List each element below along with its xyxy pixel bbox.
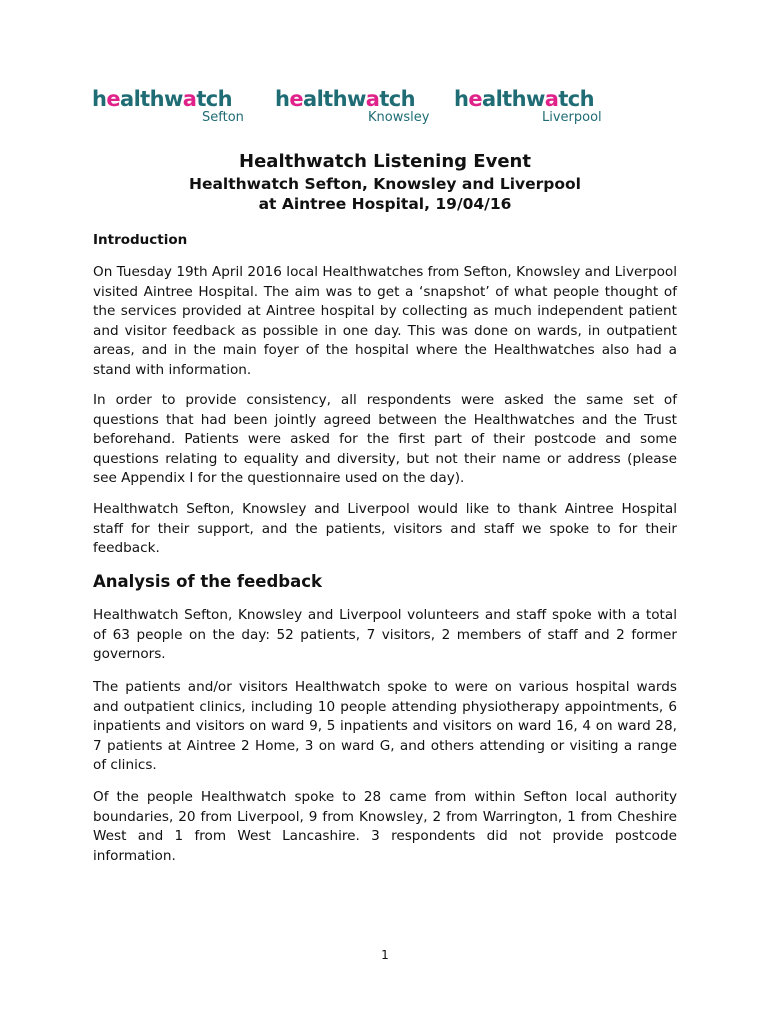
document-subtitle-line-2: at Aintree Hospital, 19/04/16 [258,195,512,213]
analysis-paragraph-3: Of the people Healthwatch spoke to 28 came from within Sefton local authority boundaries, 20 from Liverpool, 9 from Knowsley, 2 from Warrington, 1 from Cheshire West and 1 from West Lancashire. 3 respondents did not provide postcode information. [93,789,677,864]
analysis-paragraph-1: Healthwatch Sefton, Knowsley and Liverpool volunteers and staff spoke with a total of 63 people on the day: 52 patients, 7 visitors, 2 members of staff and 2 former governors. [93,607,677,663]
logo-wordmark: healthwatch [92,87,232,111]
analysis-paragraph-2: The patients and/or visitors Healthwatch spoke to were on various hospital wards and outpatient clinics, including 10 people attending physiotherapy appointments, 6 inpatients and visitors on ward 9, 5 inpatients and visitors on ward 16, 4 on ward 28, 7 patients at Aintree 2 Home, 3 on ward G, and others attending or visiting a range of clinics. [93,679,677,774]
logo-wordmark: healthwatch [275,87,415,111]
logo-wordmark: healthwatch [454,87,594,111]
document-title: Healthwatch Listening Event [239,151,531,172]
healthwatch-liverpool-logo [454,86,602,125]
logo-subtitle: Knowsley [368,110,430,125]
healthwatch-knowsley-logo [275,86,430,125]
title-block [0,150,770,214]
document-subtitle-line-1: Healthwatch Sefton, Knowsley and Liverpool [188,175,581,193]
intro-paragraph-2: In order to provide consistency, all respondents were asked the same set of questions that had been jointly agreed between the Healthwatches and the Trust beforehand. Patients were asked for the first part of their postcode and some questions relating to equality and diversity, but not their name or address (please see Appendix I for the questionnaire used on the day). [93,392,677,487]
logo-row [92,86,612,130]
logo-subtitle: Sefton [202,110,244,125]
intro-paragraph-3: Healthwatch Sefton, Knowsley and Liverpool would like to thank Aintree Hospital staff for their support, and the patients, visitors and staff we spoke to for their feedback. [93,501,677,557]
page-number: 1 [381,948,389,962]
healthwatch-sefton-logo [92,86,244,125]
introduction-heading: Introduction [93,232,188,248]
analysis-heading: Analysis of the feedback [93,572,323,591]
logo-subtitle: Liverpool [542,110,602,125]
intro-paragraph-1: On Tuesday 19th April 2016 local Healthwatches from Sefton, Knowsley and Liverpool visited Aintree Hospital. The aim was to get a ‘snapshot’ of what people thought of the services provided at Aintree hospital by collecting as much independent patient and visitor feedback as possible in one day. This was done on wards, in outpatient areas, and in the main foyer of the hospital where the Healthwatches also had a stand with information. [93,264,677,378]
